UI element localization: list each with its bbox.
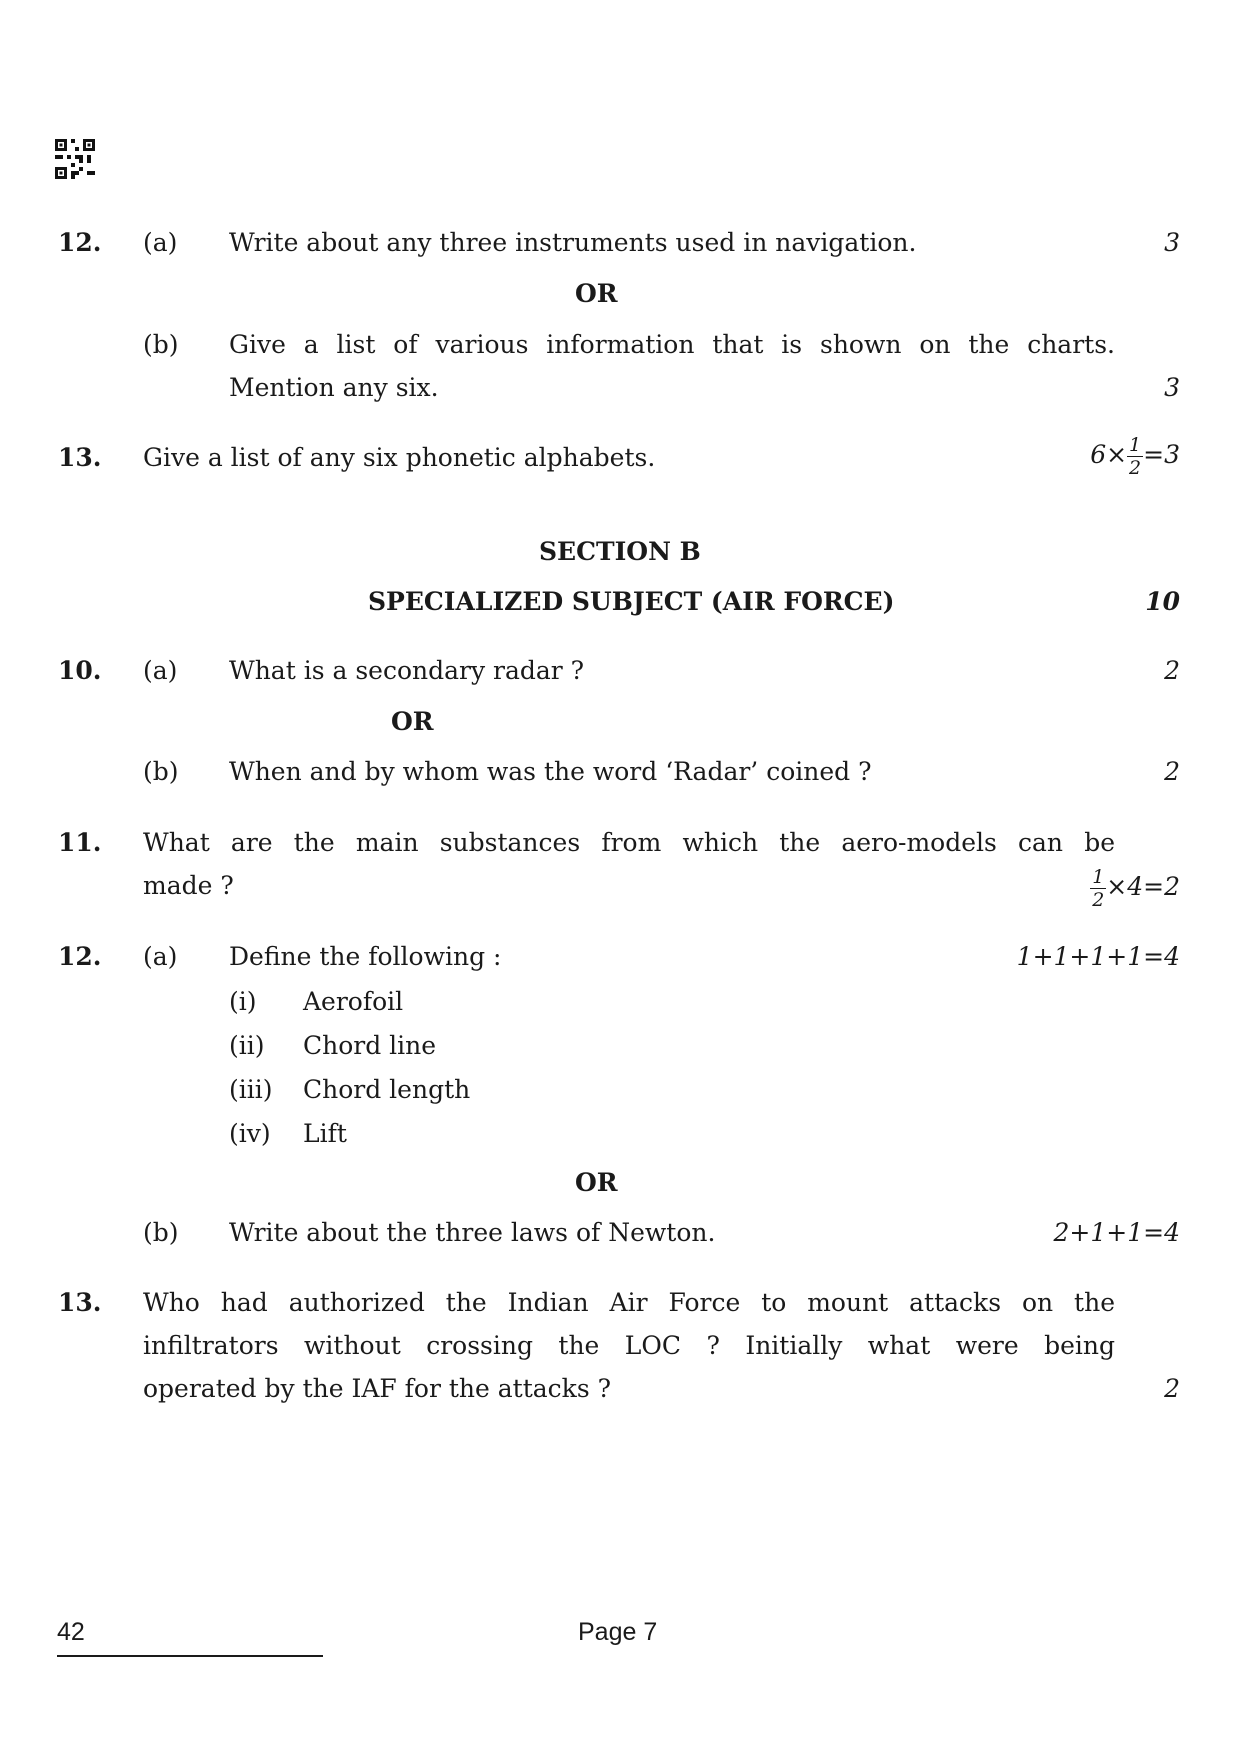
fraction-denominator: 2 bbox=[1092, 889, 1105, 911]
marks-suffix: =3 bbox=[1143, 440, 1180, 469]
fraction-numerator: 1 bbox=[1129, 434, 1142, 456]
marks: 2 bbox=[1164, 757, 1180, 786]
list-item-text: Aerofoil bbox=[303, 987, 404, 1016]
question-text: Who had authorized the Indian Air Force to mount attacks on the bbox=[143, 1288, 1115, 1317]
list-item-label: (iv) bbox=[229, 1119, 271, 1148]
section-title: SECTION B bbox=[539, 537, 701, 566]
question-number: 13. bbox=[58, 443, 102, 472]
question-text: Give a list of various information that is shown on the charts. bbox=[229, 330, 1115, 359]
question-number: 10. bbox=[58, 656, 102, 685]
section-subtitle: SPECIALIZED SUBJECT (AIR FORCE) bbox=[368, 587, 895, 616]
marks-fraction bbox=[1000, 430, 1180, 480]
or-divider: OR bbox=[575, 1168, 618, 1197]
question-number: 13. bbox=[58, 1288, 102, 1317]
fraction-numerator: 1 bbox=[1092, 866, 1105, 888]
question-text: made ? bbox=[143, 871, 234, 900]
list-item-text: Lift bbox=[303, 1119, 347, 1148]
marks: 2+1+1=4 bbox=[1053, 1218, 1180, 1247]
marks-suffix: ×4=2 bbox=[1106, 872, 1180, 901]
list-item-text: Chord line bbox=[303, 1031, 437, 1060]
question-text: Write about any three instruments used in navigation. bbox=[229, 228, 917, 257]
question-text: infiltrators without crossing the LOC ? Initially what were being bbox=[143, 1331, 1115, 1360]
part-label: (a) bbox=[143, 228, 178, 257]
question-number: 12. bbox=[58, 942, 102, 971]
marks: 1+1+1+1=4 bbox=[1016, 942, 1180, 971]
part-label: (a) bbox=[143, 656, 178, 685]
section-marks: 10 bbox=[1145, 587, 1180, 616]
or-divider: OR bbox=[575, 279, 618, 308]
question-text: What are the main substances from which the aero-models can be bbox=[143, 828, 1115, 857]
question-number: 12. bbox=[58, 228, 102, 257]
list-item-text: Chord length bbox=[303, 1075, 471, 1104]
qr-code-icon bbox=[55, 139, 95, 179]
marks: 3 bbox=[1164, 228, 1180, 257]
part-label: (b) bbox=[143, 1218, 179, 1247]
list-item-label: (i) bbox=[229, 987, 257, 1016]
marks-fraction bbox=[1000, 862, 1180, 912]
question-number: 11. bbox=[58, 828, 102, 857]
question-text: Define the following : bbox=[229, 942, 502, 971]
part-label: (a) bbox=[143, 942, 178, 971]
question-text: What is a secondary radar ? bbox=[229, 656, 585, 685]
or-divider: OR bbox=[391, 707, 434, 736]
question-text: operated by the IAF for the attacks ? bbox=[143, 1374, 612, 1403]
part-label: (b) bbox=[143, 330, 179, 359]
question-text: When and by whom was the word ‘Radar’ coined ? bbox=[229, 757, 872, 786]
question-text: Give a list of any six phonetic alphabets. bbox=[143, 443, 656, 472]
fraction-denominator: 2 bbox=[1129, 457, 1142, 479]
question-paper-code: 42 bbox=[57, 1618, 85, 1646]
marks: 2 bbox=[1164, 656, 1180, 685]
list-item-label: (ii) bbox=[229, 1031, 265, 1060]
fraction bbox=[1127, 434, 1143, 479]
page-number: Page 7 bbox=[578, 1618, 658, 1646]
marks-prefix: 6× bbox=[1090, 440, 1128, 469]
marks: 2 bbox=[1164, 1374, 1180, 1403]
question-text: Write about the three laws of Newton. bbox=[229, 1218, 716, 1247]
question-text: Mention any six. bbox=[229, 373, 439, 402]
part-label: (b) bbox=[143, 757, 179, 786]
footer-rule bbox=[57, 1655, 323, 1657]
marks: 3 bbox=[1164, 373, 1180, 402]
fraction bbox=[1090, 866, 1106, 911]
list-item-label: (iii) bbox=[229, 1075, 273, 1104]
